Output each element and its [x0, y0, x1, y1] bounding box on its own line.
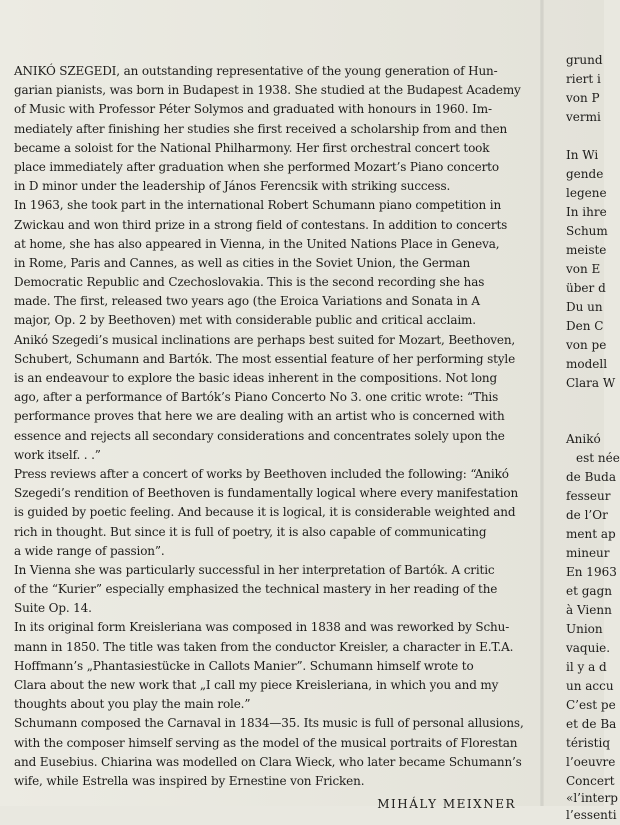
- french-text-line: un accu: [566, 679, 614, 693]
- text-line: Schumann composed the Carnaval in 1834—35. Its music is full of personal allusions,: [14, 716, 524, 731]
- text-line: with the composer himself serving as the model of the musical portraits of Florestan: [14, 735, 518, 750]
- text-line: Hoffmann’s „Phantasiestücke in Callots Manier”. Schumann himself wrote to: [14, 658, 474, 673]
- text-line: Zwickau and won third prize in a strong field of contestans. In addition to concerts: [14, 217, 508, 232]
- german-text-line: von P: [566, 91, 600, 105]
- text-line: thoughts about you play the main role.”: [14, 697, 251, 712]
- german-text-line: meiste: [566, 243, 607, 257]
- french-text-line: de l’Or: [566, 508, 608, 522]
- french-text-line: Anikó: [566, 432, 601, 446]
- text-line: garian pianists, was born in Budapest in 1938. She studied at the Budapest Academy: [14, 83, 521, 98]
- french-text-line: et gagn: [566, 584, 612, 598]
- german-text-line: von E: [566, 262, 601, 276]
- text-line: of Music with Professor Péter Solymos and graduated with honours in 1960. Im-: [14, 102, 492, 117]
- text-line: Szegedi’s rendition of Beethoven is fundamentally logical where every manifestation: [14, 486, 519, 501]
- german-text-line: gende: [566, 167, 604, 181]
- text-line: made. The first, released two years ago (the Eroica Variations and Sonata in A: [14, 294, 480, 309]
- adjacent-column-cropped: [566, 0, 620, 822]
- text-line: at home, she has also appeared in Vienna, in the United Nations Place in Geneva,: [14, 236, 500, 251]
- text-line: Clara about the new work that „I call my piece Kreisleriana, in which you and my: [14, 678, 499, 692]
- french-text-line: mineur: [566, 546, 610, 560]
- german-text-line: modell: [566, 357, 608, 371]
- french-text-line: C’est pe: [566, 698, 616, 712]
- text-line: and Eusebius. Chiarina was modelled on Clara Wieck, who later became Schumann’s: [14, 754, 522, 769]
- german-text-line: über d: [566, 281, 606, 295]
- author-signature: MIHÁLY MEIXNER: [377, 797, 516, 812]
- french-text-line: l’essenti: [566, 808, 617, 822]
- french-text-line: vaquie.: [566, 641, 611, 655]
- german-text-line: riert i: [566, 72, 601, 86]
- text-line: Press reviews after a concert of works by Beethoven included the following: “Anikó: [14, 466, 509, 481]
- text-line: is guided by poetic feeling. And because it is logical, it is considerable weighted and: [14, 505, 516, 520]
- text-line: In its original form Kreisleriana was composed in 1838 and was reworked by Schu-: [14, 620, 510, 635]
- text-line: a wide range of passion”.: [14, 543, 165, 558]
- french-text-line: à Vienn: [566, 603, 612, 617]
- text-line: of the “Kurier” especially emphasized the technical mastery in her reading of the: [14, 582, 498, 597]
- german-text-line: Clara W: [566, 376, 616, 390]
- text-line: in Rome, Paris and Cannes, as well as cities in the Soviet Union, the German: [14, 255, 471, 270]
- text-line: in D minor under the leadership of János Ferencsik with striking success.: [14, 179, 451, 194]
- german-text-line: von pe: [566, 338, 607, 352]
- text-line: major, Op. 2 by Beethoven) met with considerable public and critical acclaim.: [14, 313, 476, 328]
- text-line: Suite Op. 14.: [14, 601, 92, 616]
- german-text-line: Du un: [566, 300, 603, 314]
- text-line: work itself. . .”: [14, 447, 101, 462]
- text-line: In 1963, she took part in the international Robert Schumann piano competition in: [14, 198, 502, 213]
- german-text-line: In ihre: [566, 205, 607, 219]
- german-text-line: vermi: [566, 110, 601, 124]
- german-text-line: Schum: [566, 224, 608, 238]
- french-text-line: de Buda: [566, 470, 616, 484]
- text-line: rich in thought. But since it is full of poetry, it is also capable of communicating: [14, 524, 487, 539]
- text-line: mann in 1850. The title was taken from the conductor Kreisler, a character in E.T.A.: [14, 639, 514, 654]
- french-text-line: Union: [566, 622, 603, 636]
- german-text-line: Den C: [566, 319, 604, 333]
- french-text-line: ment ap: [566, 527, 616, 541]
- french-text-line: «l’interp: [566, 791, 618, 805]
- french-text-line: fesseur: [566, 489, 611, 503]
- french-text-line: l’oeuvre: [566, 755, 616, 769]
- french-text-line: et de Ba: [566, 717, 617, 731]
- text-line: place immediately after graduation when she performed Mozart’s Piano concerto: [14, 159, 499, 174]
- text-line: Schubert, Schumann and Bartók. The most essential feature of her performing style: [14, 351, 516, 366]
- german-text-line: legene: [566, 186, 607, 200]
- text-line: ANIKÓ SZEGEDI, an outstanding representative of the young generation of Hun-: [14, 64, 498, 78]
- text-line: essence and rejects all secondary considerations and concentrates solely upon the: [14, 428, 505, 443]
- text-line: mediately after finishing her studies she first received a scholarship from and then: [14, 121, 508, 136]
- text-line: In Vienna she was particularly successful in her interpretation of Bartók. A critic: [14, 562, 495, 577]
- german-text-line: grund: [566, 53, 603, 67]
- french-text-line: En 1963: [566, 565, 617, 579]
- french-text-line: téristiq: [566, 736, 610, 750]
- text-line: wife, while Estrella was inspired by Ernestine von Fricken.: [14, 773, 365, 788]
- text-line: is an endeavour to explore the basic ideas inherent in the compositions. Not long: [14, 371, 498, 385]
- text-line: ago, after a performance of Bartók’s Piano Concerto No 3. one critic wrote: “This: [14, 390, 499, 405]
- french-text-line: est née: [576, 451, 620, 465]
- text-line: became a soloist for the National Philharmony. Her first orchestral concert took: [14, 140, 490, 155]
- french-text-line: Concert: [566, 774, 615, 788]
- german-text-line: In Wi: [566, 148, 599, 162]
- text-line: Democratic Republic and Czechoslovakia. This is the second recording she has: [14, 275, 485, 290]
- text-line: performance proves that here we are dealing with an artist who is concerned with: [14, 409, 505, 424]
- page-fold-shadow: [540, 0, 544, 806]
- english-liner-notes: [14, 62, 526, 815]
- text-line: Anikó Szegedi’s musical inclinations are perhaps best suited for Mozart, Beethoven,: [14, 332, 516, 347]
- french-text-line: il y a d: [566, 660, 607, 674]
